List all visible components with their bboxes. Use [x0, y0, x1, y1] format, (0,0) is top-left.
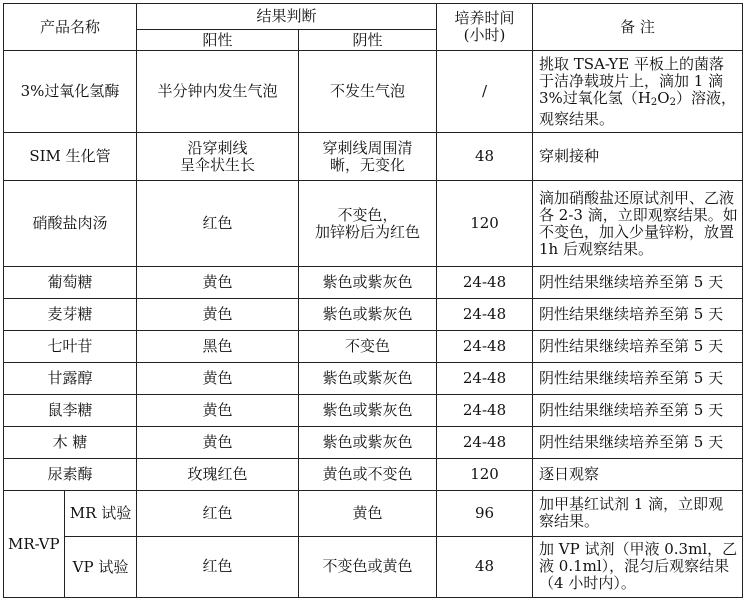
- negative-cell: 不变色或黄色: [299, 536, 437, 597]
- header-incubation-time-line1: 培养时间: [454, 9, 515, 27]
- negative-line: 加锌粉后为红色: [315, 222, 421, 241]
- positive-cell: 黄色: [137, 363, 299, 395]
- negative-cell: [299, 181, 437, 267]
- table-row: [4, 299, 743, 331]
- positive-cell: 黄色: [137, 395, 299, 427]
- mrvp-group-cell: [4, 491, 137, 598]
- table-row: [4, 363, 743, 395]
- remarks-cell: 阴性结果继续培养至第 5 天: [533, 299, 743, 331]
- product-name-cell: 硝酸盐肉汤: [4, 181, 137, 267]
- remarks-text: O: [657, 88, 670, 107]
- remarks-cell: 逐日观察: [533, 459, 743, 491]
- biochemical-test-table: [3, 3, 743, 598]
- header-product-name: 产品名称: [4, 4, 137, 51]
- negative-line: 穿刺线周围清: [322, 138, 413, 157]
- positive-line: 沿穿刺线: [187, 138, 248, 157]
- positive-cell: 黑色: [137, 331, 299, 363]
- negative-cell: 不发生气泡: [299, 51, 437, 133]
- time-cell: /: [437, 51, 533, 133]
- time-cell: 24-48: [437, 427, 533, 459]
- vp-test-name: VP 试验: [64, 537, 136, 597]
- table-row: [4, 395, 743, 427]
- positive-cell: 红色: [137, 181, 299, 267]
- negative-cell: 紫色或紫灰色: [299, 427, 437, 459]
- header-negative: 阴性: [299, 30, 437, 51]
- negative-cell: 不变色: [299, 331, 437, 363]
- negative-cell: 紫色或紫灰色: [299, 363, 437, 395]
- negative-cell: 紫色或紫灰色: [299, 395, 437, 427]
- product-name-cell: 尿素酶: [4, 459, 137, 491]
- negative-cell: 黄色或不变色: [299, 459, 437, 491]
- remarks-cell: 滴加硝酸盐还原试剂甲、乙液各 2-3 滴，立即观察结果。如不变色，加入少量锌粉，放置 1h 后观察结果。: [533, 181, 743, 267]
- negative-cell: [299, 133, 437, 181]
- time-cell: 24-48: [437, 299, 533, 331]
- product-name-cell: 甘露醇: [4, 363, 137, 395]
- table-row: [4, 331, 743, 363]
- negative-cell: 紫色或紫灰色: [299, 267, 437, 299]
- negative-line: 不变色，: [337, 205, 398, 224]
- header-remarks: 备 注: [533, 4, 743, 51]
- remarks-cell: 穿刺接种: [533, 133, 743, 181]
- positive-cell: 玫瑰红色: [137, 459, 299, 491]
- negative-line: 晰，无变化: [330, 155, 406, 174]
- time-cell: 96: [437, 491, 533, 537]
- subscript: 2: [650, 96, 658, 108]
- table-row: [4, 51, 743, 133]
- mr-test-name: MR 试验: [64, 491, 136, 537]
- product-name-cell: 七叶苷: [4, 331, 137, 363]
- positive-cell: 黄色: [137, 267, 299, 299]
- header-result-judgment: 结果判断: [137, 4, 437, 30]
- positive-cell: 黄色: [137, 299, 299, 331]
- table-row: [4, 427, 743, 459]
- remarks-cell: 阴性结果继续培养至第 5 天: [533, 395, 743, 427]
- remarks-cell: 加甲基红试剂 1 滴，立即观察结果。: [533, 491, 743, 537]
- remarks-text: 挑取 TSA-YE 平板上的菌落于洁净载玻片上，滴加 1 滴 3%过氧化氢（H: [539, 54, 724, 107]
- table-row: [4, 181, 743, 267]
- product-name-cell: 木 糖: [4, 427, 137, 459]
- time-cell: 24-48: [437, 395, 533, 427]
- product-name-cell: 鼠李糖: [4, 395, 137, 427]
- table-row: [4, 459, 743, 491]
- table-row: [4, 491, 743, 537]
- product-name-cell: 3%过氧化氢酶: [4, 51, 137, 133]
- header-incubation-time: [437, 4, 533, 51]
- time-cell: 24-48: [437, 363, 533, 395]
- remarks-cell: 阴性结果继续培养至第 5 天: [533, 363, 743, 395]
- remarks-cell: [533, 51, 743, 133]
- positive-cell: 半分钟内发生气泡: [137, 51, 299, 133]
- table-row: [4, 133, 743, 181]
- time-cell: 120: [437, 459, 533, 491]
- time-cell: 24-48: [437, 331, 533, 363]
- time-cell: 48: [437, 133, 533, 181]
- positive-cell: 红色: [137, 536, 299, 597]
- positive-line: 呈伞状生长: [179, 155, 255, 174]
- remarks-cell: 阴性结果继续培养至第 5 天: [533, 331, 743, 363]
- header-incubation-time-line2: (小时): [463, 26, 506, 44]
- product-name-cell: 麦芽糖: [4, 299, 137, 331]
- remarks-cell: 加 VP 试剂（甲液 0.3ml，乙液 0.1ml），混匀后观察结果（4 小时内）。: [533, 536, 743, 597]
- positive-cell: 红色: [137, 491, 299, 537]
- time-cell: 48: [437, 536, 533, 597]
- negative-cell: 黄色: [299, 491, 437, 537]
- mrvp-group-label: MR-VP: [8, 534, 60, 553]
- time-cell: 24-48: [437, 267, 533, 299]
- remarks-cell: 阴性结果继续培养至第 5 天: [533, 427, 743, 459]
- negative-cell: 紫色或紫灰色: [299, 299, 437, 331]
- remarks-cell: 阴性结果继续培养至第 5 天: [533, 267, 743, 299]
- positive-cell: 黄色: [137, 427, 299, 459]
- subscript: 2: [669, 96, 676, 108]
- product-name-cell: SIM 生化管: [4, 133, 137, 181]
- table-row: [4, 267, 743, 299]
- remarks-text: ）溶液，观察结果。: [539, 88, 736, 128]
- time-cell: 120: [437, 181, 533, 267]
- header-positive: 阳性: [137, 30, 299, 51]
- product-name-cell: 葡萄糖: [4, 267, 137, 299]
- positive-cell: [137, 133, 299, 181]
